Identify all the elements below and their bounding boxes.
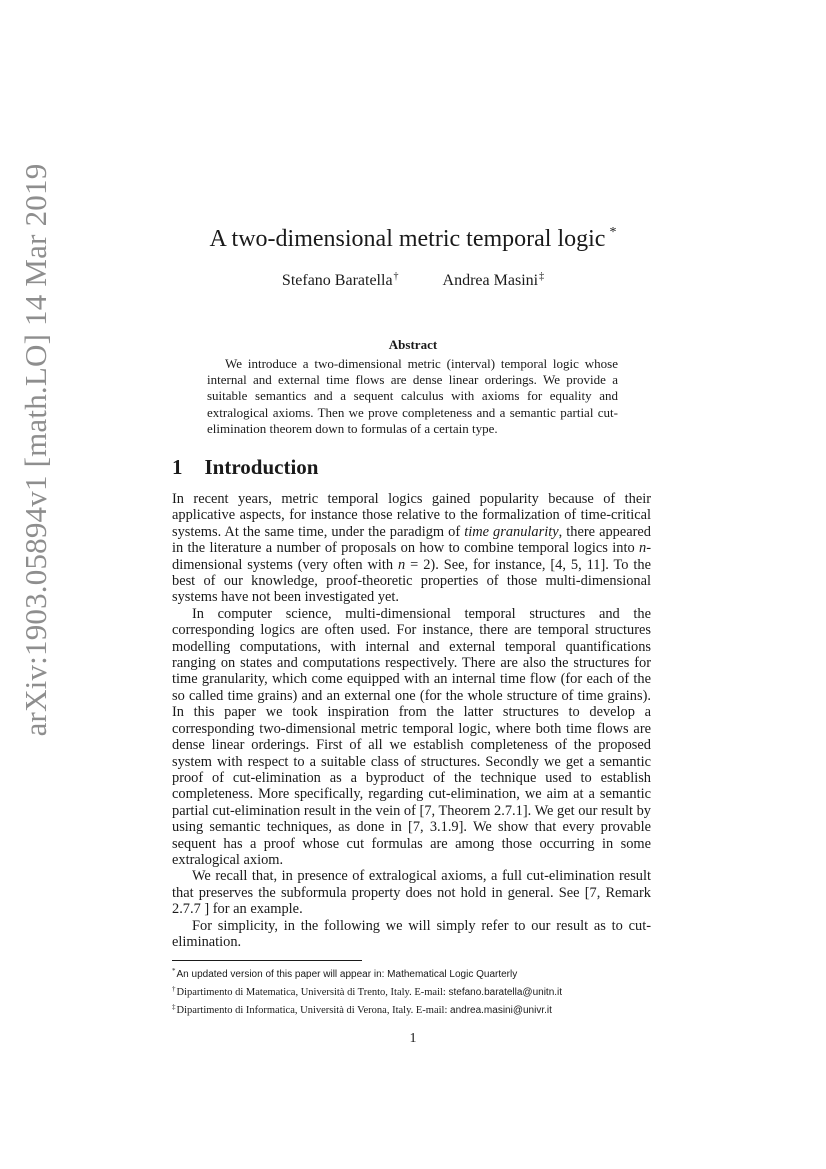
emphasis-text: time granularity [464,523,559,540]
paragraph: We recall that, in presence of extralogical axioms, a full cut-elimination result that preserves the subformula property does not hold in general. See [7, Remark 2.7.7 ] for an example. [172,868,651,918]
paragraph: For simplicity, in the following we will simply refer to our result as to cut-elimination. [172,917,651,950]
paragraph: In computer science, multi-dimensional temporal structures and the corresponding logics are often used. For instance, there are temporal structures modelling computations, with internal and external temporal quantifications ranging on states and computations respectively. There are also the structures for time granularity, which come equipped with an internal time flow (for each of the so called time grains) and an external one (for the whole structure of time grains). In this paper we took inspiration from the latter structures to develop a corresponding two-dimensional metric temporal logic, where both time flows are dense linear orderings. First of all we establish completeness of the proposed system with respect to a suitable class of structures. Secondly we get a semantic proof of cut-elimination as a byproduct of the technique used to establish completeness. More specifically, regarding cut-elimination, we aim at a semantic partial cut-elimination result in the vein of [7, Theorem 2.7.1]. We get our result by using semantic techniques, as done in [7, 3.1.9]. We show that every provable sequent has a proof whose cut formulas are among those occurring in some extralogical axiom. [172,605,651,868]
paper-title-text: A two-dimensional metric temporal logic [209,226,606,252]
paragraph [172,491,651,606]
body-text [172,491,651,950]
author-footnote-mark[interactable]: ‡ [539,271,545,282]
abstract-text: We introduce a two-dimensional metric (interval) temporal logic whose internal and external time flows are dense linear orderings. We provide a suitable semantics and a sequent calculus with axioms for equality and extralogical axioms. Then we prove completeness and a semantic partial cut-elimination theorem down to formulas of a certain type. [207,356,618,436]
arxiv-identifier-text: arXiv:1903.05894v1 [math.LO] 14 Mar 2019 [18,163,53,737]
footnote [172,1000,651,1018]
footnote-mark: * [172,967,176,975]
footnote-mark: † [172,985,176,994]
author-1 [282,271,399,290]
email-link[interactable]: stefano.baratella@unitn.it [448,987,563,999]
abstract-heading: Abstract [388,337,438,352]
author-name: Andrea Masini [442,272,539,289]
footnote-text: Dipartimento di Informatica, Università di Verona, Italy. E-mail: [176,1005,451,1017]
author-2 [443,271,545,290]
paragraph-text: = 2). See, for instance, [4, 5, 11]. To the best of our knowledge, proof-theoretic properties of those multi-dimensional systems have not been investigated yet. [172,556,651,606]
footnote [172,964,651,982]
section-heading [172,455,318,480]
section-number: 1 [172,455,183,479]
paragraph-text: -dimensional systems (very often with [172,540,651,573]
paper-title [0,225,826,253]
author-footnote-mark[interactable]: † [393,271,399,282]
page-number: 1 [409,1031,417,1046]
author-list [0,271,826,290]
paragraph-text: , there appeared in the literature a number of proposals on how to combine temporal logics into [172,523,651,557]
title-footnote-mark[interactable]: * [609,225,617,240]
footnote-separator [172,960,362,961]
footnote-text: An updated version of this paper will appear in: Mathematical Logic Quarterly [176,969,518,980]
math-variable: n [639,540,647,557]
paragraph-text: In recent years, metric temporal logics gained popularity because of their applicative aspects, for instance those relative to the formalization of time-critical systems. At the same time, under the paradigm of [172,491,651,540]
footnotes [172,964,651,1019]
footnote [172,982,651,1000]
arxiv-identifier-stamp [6,70,66,830]
footnote-text: Dipartimento di Matematica, Università di Trento, Italy. E-mail: [176,987,449,999]
author-name: Stefano Baratella [281,272,393,289]
math-variable: n [398,556,406,573]
footnote-mark: ‡ [172,1003,176,1012]
section-title: Introduction [204,455,319,479]
email-link[interactable]: andrea.masini@univr.it [450,1005,552,1017]
